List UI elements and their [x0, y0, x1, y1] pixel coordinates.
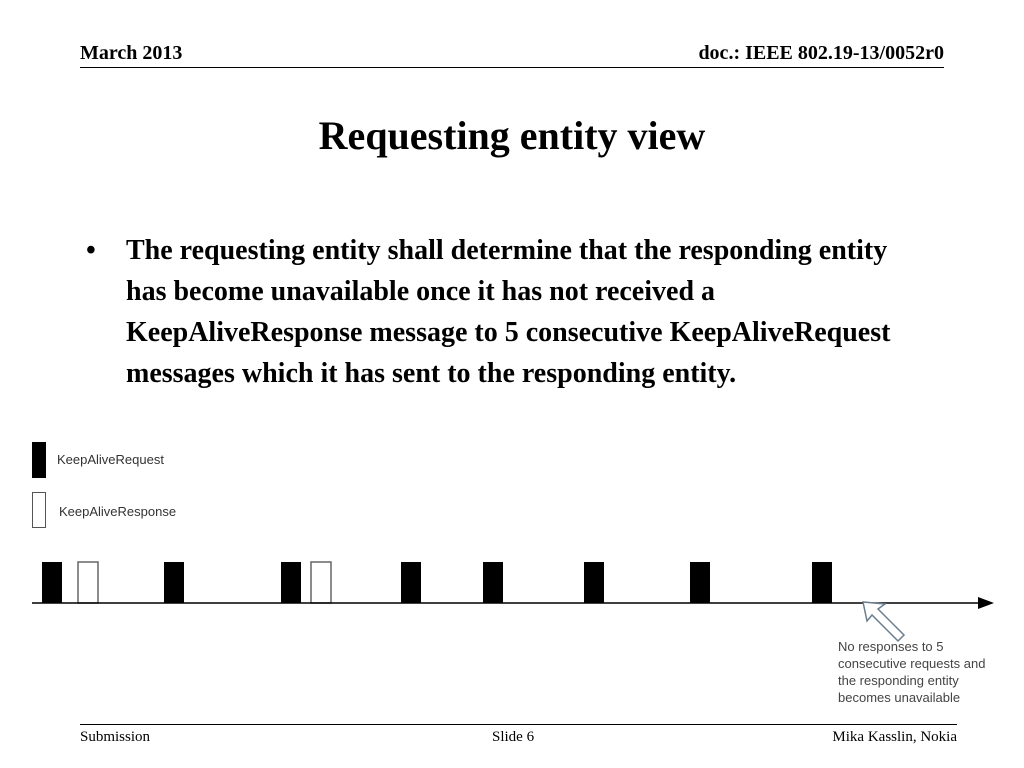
- header-doc-id: doc.: IEEE 802.19-13/0052r0: [698, 42, 944, 64]
- bullet-text: The requesting entity shall determine that the responding entity has become unavailable once it has not received a KeepAliveResponse message to 5 consecutive KeepAliveRequest messages which it has sent to the responding entity.: [126, 235, 891, 389]
- keepalive-response-block: [78, 562, 98, 603]
- bullet-marker: •: [86, 235, 96, 266]
- keepalive-request-block: [164, 562, 184, 603]
- legend-response-swatch: [32, 492, 46, 528]
- keepalive-request-block: [281, 562, 301, 603]
- keepalive-request-block: [812, 562, 832, 603]
- keepalive-request-block: [483, 562, 503, 603]
- keepalive-request-block: [42, 562, 62, 603]
- annotation-line-3: the responding entity: [838, 673, 959, 688]
- annotation-line-2: consecutive requests and: [838, 656, 986, 671]
- footer-submission: Submission: [80, 729, 151, 745]
- footer-author: Mika Kasslin, Nokia: [832, 729, 957, 745]
- slide-title: Requesting entity view: [318, 113, 706, 158]
- annotation-pointer-arrow: [863, 602, 904, 641]
- legend-request-label: KeepAliveRequest: [57, 452, 164, 467]
- header-date: March 2013: [80, 42, 183, 64]
- annotation-line-4: becomes unavailable: [838, 690, 961, 705]
- timeline-messages: [42, 562, 832, 603]
- keepalive-request-block: [584, 562, 604, 603]
- unavailable-annotation: [838, 638, 1013, 706]
- keepalive-request-block: [401, 562, 421, 603]
- footer-divider: [80, 724, 957, 725]
- keepalive-request-block: [690, 562, 710, 603]
- annotation-line-1: No responses to 5: [838, 639, 944, 654]
- legend-response-label: KeepAliveResponse: [59, 504, 177, 519]
- legend-request-swatch: [32, 442, 46, 478]
- footer-slide-number: Slide 6: [492, 729, 535, 745]
- keepalive-response-block: [311, 562, 331, 603]
- header-divider: [80, 67, 944, 68]
- time-axis-arrowhead: [978, 597, 994, 609]
